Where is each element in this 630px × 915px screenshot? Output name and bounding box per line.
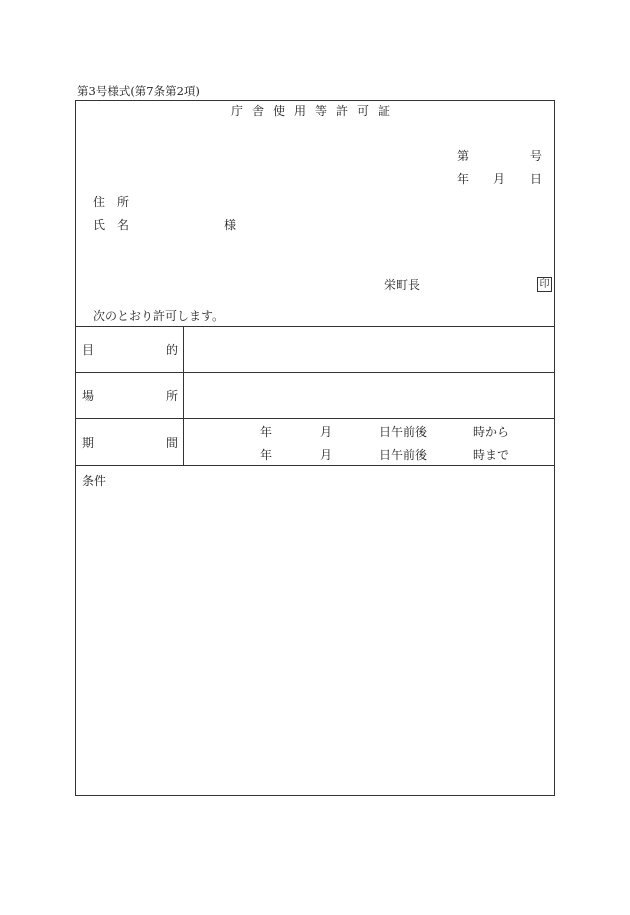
number-prefix: 第 bbox=[457, 149, 470, 163]
period-from-day: 日午前後 bbox=[379, 425, 428, 439]
divider bbox=[76, 372, 554, 373]
name-label: 氏 名 bbox=[93, 218, 130, 232]
number-suffix: 号 bbox=[530, 149, 543, 163]
period-from-month: 月 bbox=[320, 425, 333, 439]
honorific: 様 bbox=[224, 218, 237, 232]
seal-mark: 印 bbox=[537, 277, 552, 292]
purpose-label-b: 的 bbox=[166, 343, 179, 357]
period-to-day: 日午前後 bbox=[379, 448, 428, 462]
column-divider bbox=[183, 326, 184, 465]
purpose-label-a: 目 bbox=[82, 343, 95, 357]
period-to-time: 時まで bbox=[473, 448, 510, 462]
period-label-a: 期 bbox=[82, 436, 95, 450]
period-from-time: 時から bbox=[473, 425, 510, 439]
divider bbox=[76, 418, 554, 419]
date-month: 月 bbox=[493, 172, 506, 186]
place-label-a: 場 bbox=[82, 389, 95, 403]
issuer: 栄町長 bbox=[384, 278, 421, 292]
period-to-year: 年 bbox=[260, 448, 273, 462]
conditions-label: 条件 bbox=[82, 474, 107, 488]
permit-form bbox=[75, 100, 555, 796]
permit-title: 庁舎使用等許可証 bbox=[230, 104, 399, 118]
permit-statement: 次のとおり許可します。 bbox=[93, 309, 225, 323]
period-from-year: 年 bbox=[260, 425, 273, 439]
date-day: 日 bbox=[530, 172, 543, 186]
date-year: 年 bbox=[457, 172, 470, 186]
divider bbox=[76, 465, 554, 466]
form-label: 第3号様式(第7条第2項) bbox=[77, 84, 200, 98]
place-label-b: 所 bbox=[166, 389, 179, 403]
period-label-b: 間 bbox=[166, 436, 179, 450]
period-to-month: 月 bbox=[320, 448, 333, 462]
divider bbox=[76, 326, 554, 327]
address-label: 住 所 bbox=[93, 195, 130, 209]
